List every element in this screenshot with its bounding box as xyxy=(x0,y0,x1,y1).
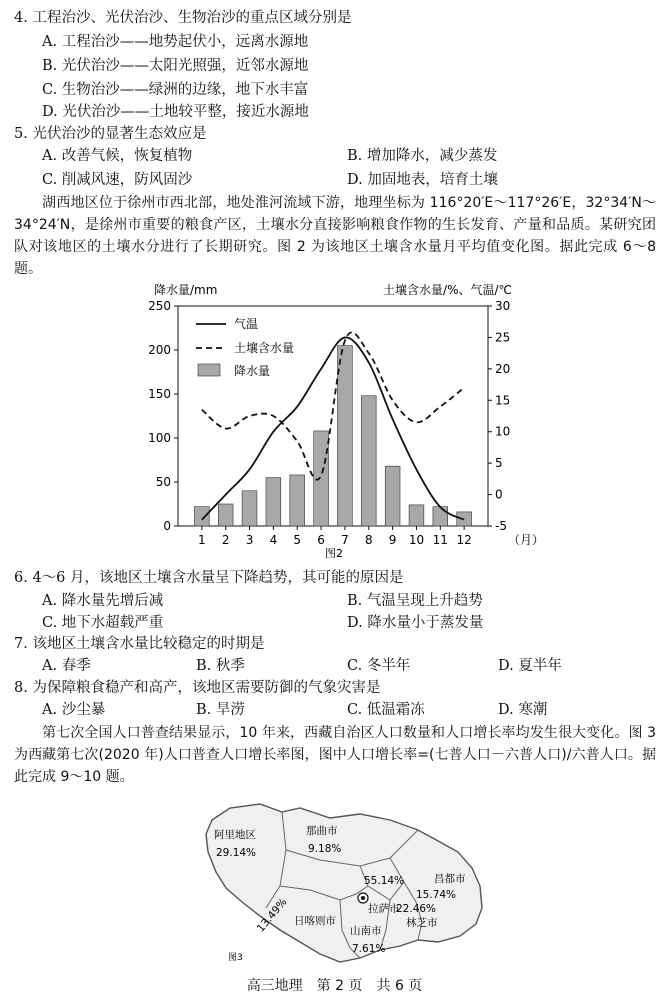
precip-bar xyxy=(361,396,376,526)
figure-2-chart xyxy=(140,278,545,560)
q8-stem: 8. 为保障粮食稳产和高产，该地区需要防御的气象灾害是 xyxy=(14,680,381,696)
region-name-qamdo: 昌都市 xyxy=(434,873,466,885)
figure-3-caption: 图3 xyxy=(228,953,243,963)
q8-option-b: B. 旱涝 xyxy=(196,702,245,718)
left-tick-label: 200 xyxy=(148,343,171,357)
region-name-nyingchi: 林芝市 xyxy=(406,917,438,929)
precip-bar xyxy=(290,475,305,526)
left-tick-label: 0 xyxy=(163,519,171,533)
x-tick-label: 3 xyxy=(245,533,254,547)
q5-option-b: B. 增加降水，减少蒸发 xyxy=(347,148,498,164)
q5-option-a: A. 改善气候，恢复植物 xyxy=(42,148,193,164)
region-rate-lhasa: 55.14% xyxy=(364,875,405,887)
q6-option-a: A. 降水量先增后减 xyxy=(42,593,164,609)
q8-option-c: C. 低温霜冻 xyxy=(347,702,425,718)
left-axis-title: 降水量/mm xyxy=(154,283,218,297)
left-tick-label: 150 xyxy=(148,387,171,401)
left-tick-label: 100 xyxy=(148,431,171,445)
passage-2-text: 第七次全国人口普查结果显示，10 年来，西藏自治区人口数量和人口增长率均发生很大变化。图 3 为西藏第七次(2020 年)人口普查人口增长率图，图中人口增长率=(七普人口－六普人口)/六普人口。据此完成 9～10 题。 xyxy=(14,725,656,785)
legend-temp: 气温 xyxy=(234,317,259,331)
q7-option-c: C. 冬半年 xyxy=(347,658,411,674)
passage-1 xyxy=(14,192,656,280)
right-tick-label: -5 xyxy=(495,519,507,533)
x-tick-label: 8 xyxy=(364,533,373,547)
precip-bar xyxy=(314,431,329,526)
precip-bar xyxy=(433,507,448,526)
legend-precip-swatch xyxy=(198,364,220,376)
precip-bar xyxy=(242,491,257,526)
q7-option-d: D. 夏半年 xyxy=(498,658,562,674)
q6-option-d: D. 降水量小于蒸发量 xyxy=(347,615,484,631)
q4-option-d: D. 光伏治沙——土地较平整，接近水源地 xyxy=(42,104,309,120)
right-tick-label: 10 xyxy=(495,424,511,439)
q8-option-a: A. 沙尘暴 xyxy=(42,702,106,718)
legend-soil: 土壤含水量 xyxy=(234,341,295,355)
month-unit: （月） xyxy=(508,533,545,547)
passage-2 xyxy=(14,722,656,788)
x-tick-label: 1 xyxy=(198,533,206,547)
right-tick-label: 5 xyxy=(495,456,503,471)
q6-stem: 6. 4～6 月，该地区土壤含水量呈下降趋势，其可能的原因是 xyxy=(14,570,404,586)
x-tick-label: 4 xyxy=(269,533,278,547)
precip-bar xyxy=(385,466,400,526)
x-tick-label: 2 xyxy=(221,533,230,547)
q6-option-b: B. 气温呈现上升趋势 xyxy=(347,593,483,609)
q7-option-b: B. 秋季 xyxy=(196,658,245,674)
right-tick-label: 15 xyxy=(495,393,511,408)
left-tick-label: 250 xyxy=(148,299,171,313)
q4-option-a: A. 工程治沙——地势起伏小，远离水源地 xyxy=(42,34,309,50)
x-tick-label: 6 xyxy=(317,533,325,547)
legend-precip: 降水量 xyxy=(234,364,271,378)
q5-option-c: C. 削减风速，防风固沙 xyxy=(42,172,193,188)
region-name-ali: 阿里地区 xyxy=(214,829,256,841)
region-name-nagqu: 那曲市 xyxy=(306,825,338,837)
x-tick-label: 7 xyxy=(341,533,349,547)
region-rate-nyingchi: 22.46% xyxy=(396,903,437,915)
x-tick-label: 11 xyxy=(432,533,448,547)
precip-bar xyxy=(266,478,281,526)
region-name-shigatse: 日喀则市 xyxy=(294,915,336,927)
region-rate-shigatse: 13.49% xyxy=(254,896,290,935)
x-tick-label: 9 xyxy=(388,533,397,547)
right-tick-label: 25 xyxy=(495,330,511,345)
right-tick-label: 0 xyxy=(495,487,503,502)
precip-bar xyxy=(218,504,233,526)
right-axis-title: 土壤含水量/%、气温/℃ xyxy=(383,283,512,297)
q7-stem: 7. 该地区土壤含水量比较稳定的时期是 xyxy=(14,636,265,652)
q5-stem: 5. 光伏治沙的显著生态效应是 xyxy=(14,126,207,142)
x-tick-label: 10 xyxy=(408,533,425,547)
passage-1-text: 湖西地区位于徐州市西北部，地处淮河流域下游，地理坐标为 116°20′E～117°26′E，32°34′N～34°24′N，是徐州市重要的粮食产区，土壤水分直接影响粮食作物的生长发育、产量和品质。某研究团队对该地区的土壤水分进行了长期研究。图 2 为该地区土壤含水量月平均值变化图。据此完成 6～8 题。 xyxy=(14,195,656,277)
q7-option-a: A. 春季 xyxy=(42,658,91,674)
x-tick-label: 12 xyxy=(456,533,472,547)
plot-frame xyxy=(178,306,488,526)
q5-option-d: D. 加固地表，培育土壤 xyxy=(347,172,498,188)
figure-3-map xyxy=(190,790,490,968)
q4-option-b: B. 光伏治沙——太阳光照强，近邻水源地 xyxy=(42,58,309,74)
q4-stem: 4. 工程治沙、光伏治沙、生物治沙的重点区域分别是 xyxy=(14,10,352,26)
region-name-lhasa: 拉萨市 xyxy=(368,903,400,915)
lhasa-marker-dot xyxy=(361,896,365,900)
precip-bar xyxy=(338,346,353,526)
x-tick-label: 5 xyxy=(293,533,302,547)
region-rate-nagqu: 9.18% xyxy=(308,843,342,855)
region-name-shannan: 山南市 xyxy=(350,925,382,937)
region-rate-ali: 29.14% xyxy=(216,847,257,859)
precip-bar xyxy=(194,507,209,526)
page-footer: 高三地理 第 2 页 共 6 页 xyxy=(246,978,423,994)
q6-option-c: C. 地下水超载严重 xyxy=(42,615,164,631)
right-tick-label: 30 xyxy=(495,299,511,313)
figure-2-caption: 图2 xyxy=(325,547,343,560)
region-rate-qamdo: 15.74% xyxy=(416,889,457,901)
right-tick-label: 20 xyxy=(495,361,511,376)
q8-option-d: D. 寒潮 xyxy=(498,702,548,718)
precip-bar xyxy=(409,505,424,526)
left-tick-label: 50 xyxy=(155,475,171,489)
q4-option-c: C. 生物治沙——绿洲的边缘，地下水丰富 xyxy=(42,82,309,98)
region-rate-shannan: 7.61% xyxy=(352,943,386,955)
